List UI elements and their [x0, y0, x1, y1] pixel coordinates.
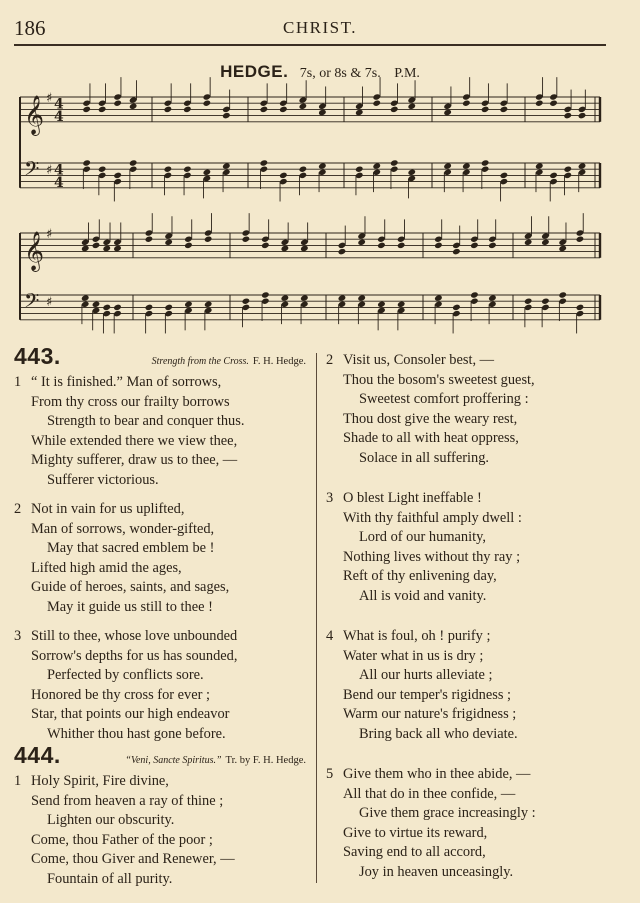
- right-column: [326, 351, 626, 903]
- note-head: [82, 159, 91, 166]
- stanza-line: Sufferer victorious.: [47, 471, 159, 488]
- note-head: [113, 245, 122, 252]
- note-head: [443, 162, 452, 169]
- stanza-line: 3 O blest Light ineffable !: [326, 489, 626, 509]
- stanza: [326, 627, 626, 744]
- tune-mode: P.M.: [394, 66, 420, 81]
- stanza-line: Whither thou hast gone before.: [47, 725, 226, 742]
- hymn-number: 444.: [14, 742, 61, 768]
- note-head: [184, 242, 193, 249]
- stanza-line: While extended there we view thee,: [31, 432, 238, 449]
- stanza-line: 2 Not in vain for us uplifted,: [14, 500, 306, 520]
- note-head: [98, 106, 107, 113]
- stanza-line: Mighty sufferer, draw us to thee, —: [31, 452, 238, 468]
- time-signature-top: 4: [54, 162, 64, 179]
- stanza-line: Bend our temper's rigidness ;: [343, 686, 512, 703]
- note-head: [355, 109, 364, 116]
- time-signature-top: 4: [54, 96, 64, 113]
- note-head: [300, 245, 309, 252]
- note-head: [338, 248, 347, 255]
- note-head: [524, 239, 533, 246]
- stanza-line: 1 Holy Spirit, Fire divine,: [14, 772, 306, 792]
- note-head: [98, 166, 107, 173]
- verse-number: 4: [326, 628, 334, 644]
- stanza: [326, 765, 626, 882]
- note-head: [261, 242, 270, 249]
- sharp-icon: ♯: [46, 91, 53, 106]
- note-head: [203, 169, 212, 176]
- sharp-icon: ♯: [46, 163, 53, 179]
- stanza: [326, 489, 626, 606]
- note-head: [129, 159, 138, 166]
- stanza-line: 5 Give them who in thee abide, —: [326, 765, 626, 785]
- running-title: CHRIST.: [283, 18, 357, 37]
- stanza-line: All is void and vanity.: [359, 587, 487, 604]
- stanza-line: Saving end to all accord,: [343, 844, 486, 860]
- stanza-line: Sorrow's depths for us has sounded,: [31, 647, 238, 664]
- note-head: [578, 112, 587, 119]
- tune-meter: 7s, or 8s & 7s.: [299, 66, 381, 81]
- note-head: [558, 291, 567, 298]
- note-head: [113, 100, 122, 107]
- note-head: [102, 245, 111, 252]
- note-head: [434, 242, 443, 249]
- note-head: [488, 294, 497, 301]
- stanza-line: 3 Still to thee, whose love unbounded: [14, 627, 306, 647]
- note-head: [222, 162, 231, 169]
- note-head: [434, 294, 443, 301]
- note-head: [81, 294, 90, 301]
- note-head: [164, 304, 173, 311]
- stanza-line: From thy cross our frailty borrows: [31, 393, 230, 410]
- note-head: [372, 100, 381, 107]
- stanza-line: All our hurts alleviate ;: [359, 667, 493, 683]
- note-head: [576, 236, 585, 243]
- note-head: [535, 100, 544, 107]
- note-head: [397, 301, 406, 308]
- note-head: [204, 301, 213, 308]
- note-head: [397, 242, 406, 249]
- stanza-line: May that sacred emblem be !: [47, 540, 215, 556]
- note-head: [281, 245, 290, 252]
- treble-clef-icon: 𝄞: [24, 230, 45, 271]
- stanza-line: Lifted high amid the ages,: [31, 559, 182, 576]
- note-head: [204, 236, 213, 243]
- note-head: [524, 298, 533, 305]
- stanza: [14, 627, 306, 744]
- stanza-line: Fountain of all purity.: [47, 870, 173, 887]
- note-head: [462, 100, 471, 107]
- note-head: [564, 112, 573, 119]
- note-head: [462, 162, 471, 169]
- stanza-line: Reft of thy enlivening day,: [343, 568, 497, 584]
- note-head: [318, 162, 327, 169]
- note-head: [279, 172, 288, 179]
- note-head: [164, 239, 173, 246]
- stanza-line: Thou the bosom's sweetest guest,: [343, 371, 535, 388]
- verse-number: 5: [326, 766, 334, 782]
- note-head: [145, 236, 154, 243]
- stanza-line: Shade to all with heat oppress,: [343, 430, 519, 446]
- stanza-line: Send from heaven a ray of thine ;: [31, 792, 224, 809]
- stanza-line: Bring back all who deviate.: [359, 725, 518, 742]
- note-head: [260, 159, 269, 166]
- hymn-source: “Veni, Sancte Spiritus.” Tr. by F. H. Hedge.: [125, 755, 306, 766]
- note-head: [407, 103, 416, 110]
- note-head: [372, 162, 381, 169]
- note-head: [549, 100, 558, 107]
- note-head: [470, 242, 479, 249]
- stanza-line: Joy in heaven unceasingly.: [359, 863, 514, 880]
- bass-clef-icon: 𝄢: [24, 157, 40, 186]
- note-head: [338, 294, 347, 301]
- tune-name: HEDGE.: [220, 62, 289, 81]
- verse-number: 2: [326, 352, 334, 368]
- note-head: [183, 106, 192, 113]
- stanza-line: Give to virtue its reward,: [343, 824, 488, 841]
- note-head: [242, 298, 251, 305]
- note-head: [470, 291, 479, 298]
- note-head: [242, 236, 251, 243]
- stanza-line: Perfected by conflicts sore.: [47, 667, 204, 683]
- verse-number: 3: [14, 628, 22, 644]
- note-head: [355, 166, 364, 173]
- hymn-444-stanzas-right: [326, 351, 626, 882]
- stanza-line: Lighten our obscurity.: [47, 812, 175, 828]
- stanza-line: Solace in all suffering.: [359, 449, 490, 466]
- stanza-line: 4 What is foul, oh ! purify ;: [326, 627, 626, 647]
- note-head: [541, 298, 550, 305]
- note-head: [452, 248, 461, 255]
- page-number: 186: [14, 16, 46, 40]
- note-head: [576, 304, 585, 311]
- note-head: [357, 294, 366, 301]
- time-signature-bottom: 4: [54, 174, 64, 191]
- note-head: [500, 172, 509, 179]
- note-head: [407, 169, 416, 176]
- stanza-line: Nothing lives without thy ray ;: [343, 548, 521, 565]
- stanza-line: Lord of our humanity,: [359, 529, 486, 545]
- note-head: [535, 162, 544, 169]
- note-head: [113, 172, 122, 179]
- note-head: [183, 166, 192, 173]
- note-head: [443, 109, 452, 116]
- note-head: [92, 301, 101, 308]
- note-head: [281, 294, 290, 301]
- note-head: [564, 166, 573, 173]
- treble-clef-icon: 𝄞: [24, 94, 45, 135]
- verse-number: 1: [14, 374, 22, 390]
- sharp-icon: ♯: [46, 295, 53, 311]
- note-head: [164, 106, 173, 113]
- note-head: [92, 242, 101, 249]
- note-head: [300, 294, 309, 301]
- note-head: [377, 301, 386, 308]
- stanza-line: Sweetest comfort proffering :: [359, 391, 529, 407]
- verse-number: 3: [326, 490, 334, 506]
- note-head: [164, 166, 173, 173]
- stanza-line: May it guide us still to thee !: [47, 598, 213, 615]
- note-head: [549, 172, 558, 179]
- stanza-line: Warm our nature's frigidness ;: [343, 706, 517, 722]
- note-head: [488, 242, 497, 249]
- hymn-source: Strength from the Cross. F. H. Hedge.: [151, 356, 306, 367]
- note-head: [102, 304, 111, 311]
- stanza: [326, 351, 626, 468]
- verse-number: 1: [14, 773, 22, 789]
- note-head: [260, 106, 269, 113]
- note-head: [357, 239, 366, 246]
- stanza: [14, 772, 306, 889]
- column-divider: [316, 353, 317, 883]
- stanza-line: All that do in thee confide, —: [343, 785, 516, 802]
- stanza-line: Star, that points our high endeavor: [31, 706, 230, 722]
- note-head: [299, 166, 308, 173]
- hymn-444-stanzas-left: [14, 772, 306, 889]
- stanza-line: Guide of heroes, saints, and sages,: [31, 579, 230, 595]
- note-head: [203, 100, 212, 107]
- note-head: [390, 159, 399, 166]
- note-head: [452, 304, 461, 311]
- left-column: [14, 343, 306, 899]
- note-head: [578, 162, 587, 169]
- stanza-line: Man of sorrows, wonder-gifted,: [31, 520, 215, 537]
- note-head: [481, 106, 490, 113]
- hymn-443-heading: [14, 343, 306, 373]
- stanza-line: Come, thou Giver and Renewer, —: [31, 851, 235, 867]
- sharp-icon: ♯: [46, 227, 53, 242]
- hymn-443-stanzas: [14, 373, 306, 744]
- stanza-line: Water what in us is dry ;: [343, 647, 484, 664]
- note-head: [279, 106, 288, 113]
- stanza: [14, 500, 306, 617]
- note-head: [145, 304, 154, 311]
- bass-clef-icon: 𝄢: [24, 289, 40, 318]
- hymn-author: F. H. Hedge.: [252, 356, 306, 367]
- note-head: [541, 239, 550, 246]
- stanza-line: Thou dost give the weary rest,: [343, 410, 518, 427]
- stanza-line: Come, thou Father of the poor ;: [31, 831, 213, 848]
- verse-number: 2: [14, 501, 22, 517]
- note-head: [377, 242, 386, 249]
- note-head: [481, 159, 490, 166]
- note-head: [558, 245, 567, 252]
- note-head: [299, 103, 308, 110]
- time-signature-bottom: 4: [54, 108, 64, 125]
- note-head: [261, 291, 270, 298]
- note-head: [184, 301, 193, 308]
- stanza-line: 2 Visit us, Consoler best, —: [326, 351, 626, 371]
- stanza-line: Give them grace increasingly :: [359, 805, 536, 821]
- note-head: [390, 106, 399, 113]
- stanza-line: Honored be thy cross for ever ;: [31, 686, 211, 703]
- note-head: [500, 106, 509, 113]
- hymn-444-heading: [14, 742, 306, 772]
- stanza-line: With thy faithful amply dwell :: [343, 509, 522, 526]
- note-head: [82, 106, 91, 113]
- note-head: [129, 103, 138, 110]
- stanza: [14, 373, 306, 490]
- music-score: [0, 0, 640, 345]
- hymn-number: 443.: [14, 343, 61, 369]
- note-head: [81, 245, 90, 252]
- stanza-line: Strength to bear and conquer thus.: [47, 413, 245, 429]
- stanza-line: 1 “ It is finished.” Man of sorrows,: [14, 373, 306, 393]
- note-head: [113, 304, 122, 311]
- hymn-author: Tr. by F. H. Hedge.: [225, 755, 306, 766]
- note-head: [318, 109, 327, 116]
- note-head: [222, 112, 231, 119]
